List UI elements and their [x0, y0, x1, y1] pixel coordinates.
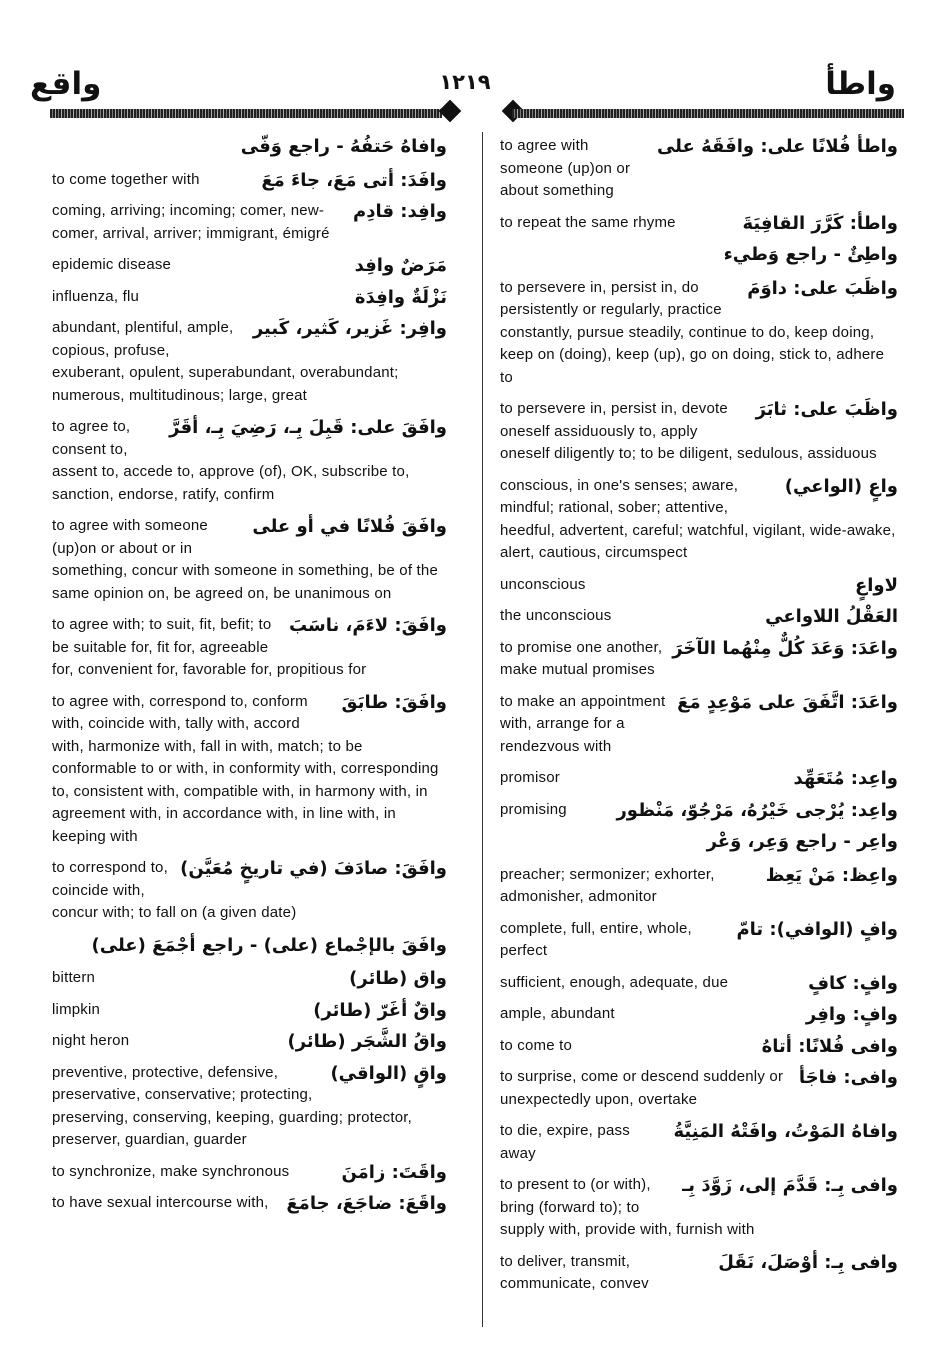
header-diamond-left: [439, 100, 462, 123]
english-definition: sufficient, enough, adequate, due: [500, 973, 729, 991]
dictionary-entry: [500, 605, 898, 628]
dictionary-entry: [52, 1192, 447, 1215]
english-definition: influenza, flu: [52, 287, 140, 305]
english-definition: to promise one another, make mutual promises: [500, 638, 663, 678]
english-definition: to repeat the same rhyme: [500, 213, 676, 231]
dictionary-entry: [500, 135, 898, 203]
arabic-headword: وافى: فاجَأ: [798, 1067, 898, 1088]
dictionary-entry: [500, 799, 898, 822]
dictionary-entry: [52, 614, 447, 682]
arabic-headword: وافِر: غَزير، كَثير، كَبير: [252, 318, 447, 339]
arabic-headword: وافَقَ: صادَفَ (في تاريخٍ مُعَيَّن): [180, 858, 447, 879]
dictionary-entry: [500, 212, 898, 235]
dictionary-entry: [52, 1161, 447, 1184]
dictionary-entry: [52, 135, 447, 160]
english-definition: unconscious: [500, 575, 586, 593]
arabic-headword: وافَقَ بالإجْماع (على) - راجع أجْمَعَ (على): [91, 934, 447, 956]
arabic-headword: واظَبَ على: داوَمَ: [747, 277, 898, 299]
english-definition: to have sexual intercourse with,: [52, 1194, 269, 1211]
english-definition: bittern: [52, 969, 96, 986]
right-column: [500, 135, 898, 1305]
arabic-headword: واعَدَ: وَعَدَ كُلٌّ مِنْهُما الآخَرَ: [672, 637, 898, 659]
dictionary-entry: [52, 317, 447, 407]
dictionary-entry: [500, 637, 898, 682]
english-definition: epidemic disease: [52, 256, 172, 273]
arabic-headword: وافَقَ: طابَقَ: [341, 691, 447, 713]
dictionary-entry: [500, 1174, 898, 1242]
arabic-headword: وافاهُ المَوْتُ، وافَتْهُ المَنِيَّةُ: [673, 1121, 898, 1142]
dictionary-entry: [500, 398, 898, 466]
dictionary-entry: [500, 830, 898, 855]
arabic-headword: وافِد: قادِم: [353, 201, 447, 222]
english-definition: night heron: [52, 1032, 130, 1049]
arabic-headword: واطأ فُلانًا على: وافَقَهُ على: [656, 136, 898, 157]
dictionary-entry: [500, 574, 898, 597]
dictionary-entry: [52, 169, 447, 192]
arabic-headword: واعِد: مُتَعَهِّد: [793, 768, 898, 789]
english-definition: to make an appointment with, arrange for a rendezvous with: [500, 692, 666, 755]
english-definition: abundant, plentiful, ample, copious, profuse, exuberant, opulent, superabundant, overabundant; numerous, multitudinous; large, great: [52, 319, 399, 404]
arabic-headword: واطأ: كَرَّرَ القافِيَةَ: [742, 212, 898, 234]
arabic-headword: واعَدَ: اتَّفَقَ على مَوْعِدٍ مَعَ: [677, 691, 898, 713]
guide-word-first: واطأ: [825, 66, 896, 102]
arabic-headword: مَرَضٌ وافِد: [354, 255, 447, 276]
dictionary-entry: [500, 767, 898, 790]
english-definition: to agree with someone (up)on or about or in something, concur with someone in something, be of the same opinion on, be agreed on, be unanimous on: [52, 517, 439, 602]
english-definition: to present to (or with), bring (forward to); to supply with, provide with, furnish with: [500, 1176, 755, 1238]
dictionary-entry: [52, 691, 447, 849]
dictionary-entry: [500, 918, 898, 963]
arabic-headword: واقٌ أغَرّ (طائر): [313, 999, 447, 1021]
arabic-headword: العَقْلُ اللاواعي: [765, 606, 898, 627]
arabic-headword: وافٍ: وافِر: [805, 1004, 898, 1025]
arabic-headword: لاواعٍ: [854, 574, 898, 596]
english-definition: promising: [500, 800, 567, 818]
arabic-headword: واظَبَ على: ثابَرَ: [755, 399, 898, 420]
english-definition: ample, abundant: [500, 1005, 615, 1022]
dictionary-entry: [500, 691, 898, 759]
english-definition: limpkin: [52, 1000, 101, 1018]
arabic-headword: وافاهُ حَتفُهُ - راجع وَفّى: [240, 136, 447, 157]
arabic-headword: وافى بِـ: أوْصَلَ، نَقَلَ: [718, 1251, 898, 1273]
english-definition: to surprise, come or descend suddenly or unexpectedly upon, overtake: [500, 1068, 784, 1108]
dictionary-entry: [500, 864, 898, 909]
english-definition: to agree to, consent to, assent to, accede to, approve (of), OK, subscribe to, sanction, endorse, ratify, confirm: [52, 418, 410, 503]
dictionary-entry: [500, 277, 898, 390]
arabic-headword: واعِظ: مَنْ يَعِظ: [765, 864, 898, 886]
dictionary-entry: [500, 475, 898, 565]
dictionary-entry: [52, 1062, 447, 1152]
dictionary-entry: [52, 1030, 447, 1053]
arabic-headword: واطِئٌ - راجع وَطيء: [723, 244, 898, 265]
dictionary-entry: [500, 1120, 898, 1165]
english-definition: to come to: [500, 1036, 573, 1054]
page-number: ١٢١٩: [439, 70, 491, 94]
arabic-headword: وافى بِـ: قَدَّمَ إلى، زَوَّدَ بِـ: [682, 1175, 898, 1196]
english-definition: complete, full, entire, whole, perfect: [500, 919, 692, 959]
dictionary-entry: [52, 416, 447, 506]
dictionary-entry: [52, 515, 447, 605]
dictionary-entry: [52, 200, 447, 245]
english-definition: conscious, in one's senses; aware, mindful; rational, sober; attentive, heedful, advertent, careful; watchful, vigilant, wide-awake, alert, cautious, circumspect: [500, 476, 896, 561]
dictionary-entry: [500, 972, 898, 995]
arabic-headword: واق (طائر): [349, 968, 447, 989]
english-definition: to die, expire, pass away: [500, 1122, 630, 1162]
page-header: [0, 0, 930, 130]
english-definition: to agree with, correspond to, conform with, coincide with, tally with, accord with, harmonize with, fall in with, match; to be conformable to or with, in conformity with, corresponding to, consistent with, compatible with, in harmony with, in agreement with, in accordance with, in line with, in keeping with: [52, 692, 439, 845]
arabic-headword: وافَقَ فُلانًا في أو على: [252, 516, 447, 537]
header-rule-right: [512, 109, 904, 118]
arabic-headword: واعٍ (الواعي): [784, 475, 898, 497]
arabic-headword: واعِد: يُرْجى خَيْرُهُ، مَرْجُوّ، مَنْظور: [616, 799, 898, 821]
left-column: [52, 135, 447, 1224]
dictionary-entry: [52, 254, 447, 277]
english-definition: to agree with; to suit, fit, befit; to be suitable for, fit for, agreeable for, convenient for, favorable for, propitious for: [52, 616, 367, 678]
english-definition: to agree with someone (up)on or about something: [500, 137, 631, 199]
arabic-headword: واقُ الشَّجَر (طائر): [287, 1031, 447, 1052]
arabic-headword: نَزْلَةٌ وافِدَة: [354, 286, 447, 308]
english-definition: to synchronize, make synchronous: [52, 1162, 290, 1180]
dictionary-entry: [500, 1035, 898, 1058]
arabic-headword: وافٍ (الوافي): تامّ: [736, 918, 898, 940]
arabic-headword: وافَقَ: لاءَمَ، ناسَبَ: [288, 615, 447, 636]
english-definition: to deliver, transmit, communicate, convev: [500, 1252, 649, 1292]
arabic-headword: وافَقَ على: قَبِلَ بِـ، رَضِيَ بِـ، أقَرَّ: [169, 417, 447, 438]
english-definition: the unconscious: [500, 607, 612, 624]
dictionary-entry: [52, 857, 447, 925]
header-rule-left: [50, 109, 442, 118]
english-definition: to correspond to, coincide with, concur with; to fall on (a given date): [52, 859, 297, 921]
dictionary-entry: [500, 243, 898, 268]
dictionary-entry: [52, 967, 447, 990]
english-definition: to persevere in, persist in, do persistently or regularly, practice constantly, pursue steadily, continue to do, keep doing, keep on (doing), keep (up), go on doing, stick to, adhere to: [500, 278, 885, 386]
arabic-headword: وافى فُلانًا: أتاهُ: [761, 1035, 898, 1057]
english-definition: preventive, protective, defensive, preservative, conservative; protecting, preserving, conserving, keeping, guarding; protector, preserver, guardian, guarder: [52, 1063, 412, 1148]
dictionary-entry: [500, 1251, 898, 1296]
dictionary-entry: [500, 1066, 898, 1111]
english-definition: to come together with: [52, 170, 200, 188]
english-definition: promisor: [500, 769, 560, 786]
dictionary-entry: [52, 934, 447, 959]
dictionary-entry: [500, 1003, 898, 1026]
column-divider: [482, 132, 483, 1327]
english-definition: to persevere in, persist in, devote oneself assiduously to, apply oneself diligently to; to be diligent, sedulous, assiduous: [500, 400, 877, 462]
arabic-headword: واعِر - راجع وَعِر، وَعْر: [706, 831, 898, 852]
guide-word-last: واقع: [30, 66, 102, 102]
arabic-headword: واقَعَ: ضاجَعَ، جامَعَ: [286, 1193, 447, 1214]
arabic-headword: واقَتَ: زامَنَ: [341, 1161, 447, 1183]
dictionary-entry: [52, 286, 447, 309]
dictionary-entry: [52, 999, 447, 1022]
arabic-headword: واقٍ (الواقي): [330, 1062, 447, 1084]
english-definition: preacher; sermonizer; exhorter, admonisher, admonitor: [500, 865, 715, 905]
arabic-headword: وافٍ: كافٍ: [808, 972, 898, 994]
arabic-headword: وافَدَ: أتى مَعَ، جاءَ مَعَ: [261, 169, 447, 191]
english-definition: coming, arriving; incoming; comer, new-comer, arrival, arriver; immigrant, émigré: [52, 202, 330, 242]
